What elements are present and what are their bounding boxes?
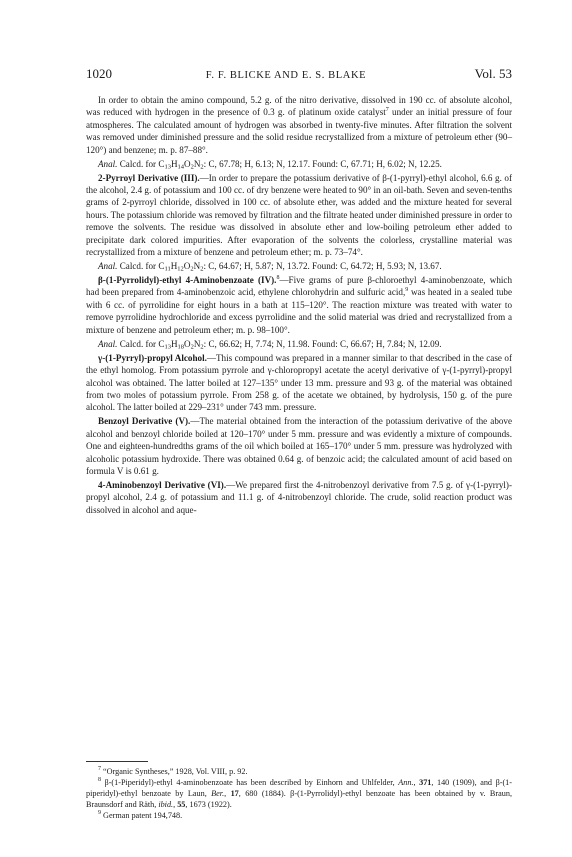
section-title: Benzoyl Derivative (V). [98,416,191,427]
analysis-2: Anal. Calcd. for $C_{11}H_{12}O_2N_2$: C, 64.67; H, 5.87; N, 13.72. Found: C, 64.72; H, 5.93; N, 13.67. [98,261,442,273]
page-number: 1020 [86,66,112,81]
footnote-ref[interactable]: 9 [405,287,409,294]
footnote-8: $^8$ β-(1-Piperidyl)-ethyl 4-aminobenzoate has been described by Einhorn and Uhlfelder, Ann., 371, 140 (1909), and β-(1-piperidyl)-ethyl benzoate by Laun, Ber., 17, 680 (1884). β-(1-Pyrrolidyl)-ethyl benzoate has been obtained by v. Braun, Braunsdorf and Räth, ibid., 55, 1673 (1922). [86,777,513,810]
footnotes [86,766,512,821]
analysis-3: Anal. Calcd. for $C_{13}H_{18}O_2N_2$: C, 66.62; H, 7.74; N, 11.98. Found: C, 66.67; H, 7.84; N, 12.09. [98,338,442,351]
section-title: 2-Pyrroyl Derivative (III). [98,172,200,183]
article-body [86,94,512,518]
section-aminobenzoyl-derivative: 4-Aminobenzoyl Derivative (VI).—We prepared first the 4-nitrobenzoyl derivative from 7.5 g. of γ-(1-pyrryl)-propyl alcohol, 2.4 g. of potassium and 11.1 g. of 4-nitrobenzoyl chloride. The crude, solid reaction product was dissolved in alcohol and aque- [86,479,512,515]
section-title: β-(1-Pyrrolidyl)-ethyl 4-Aminobenzoate (IV). [98,275,277,286]
footnote-ref[interactable]: 8 [276,275,280,282]
footnote-9: $^9$ German patent 194,748. [98,810,183,821]
section-title: γ-(1-Pyrryl)-propyl Alcohol. [98,352,207,363]
section-benzoyl-derivative: Benzoyl Derivative (V).—The material obtained from the interaction of the potassium derivative of the above alcohol and benzoyl chloride boiled at 120–170° under 5 mm. pressure and was evidently a mixture of compounds. One and eighteen-hundredths grams of the oil which boiled at 165–170° under 5 mm. pressure was hydrolyzed with alcoholic potassium hydroxide. There was obtained 0.64 g. of benzoic acid; the calculated amount of acid based on formula V is 0.61 g. [86,416,512,476]
analysis-1: Anal. Calcd. for $C_{13}H_{14}O_2N_2$: C, 67.78; H, 6.13; N, 12.17. Found: C, 67.71; H, 6.02; N, 12.25. [98,158,442,171]
paragraph-reduction: In order to obtain the amino compound, 5.2 g. of the nitro derivative, dissolved in 190 cc. of absolute alcohol, was reduced with hydrogen in the presence of 0.3 g. of platinum oxide catalyst$^7$ under an initial pressure of four atmospheres. The calculated amount of hydrogen was absorbed in twenty-five minutes. After filtration the solvent was removed under diminished pressure and the solid residue recrystallized from a mixture of petroleum ether (90–120°) and benzene; m. p. 87–88°. [86,95,513,155]
footnote-ref[interactable]: 7 [385,107,389,114]
volume-label: Vol. 53 [474,66,512,81]
footnote-divider [86,761,148,762]
section-pyrroyl-derivative: 2-Pyrroyl Derivative (III).—In order to prepare the potassium derivative of β-(1-pyrryl)-ethyl alcohol, 6.6 g. of the alcohol, 2.4 g. of potassium and 100 cc. of dry benzene were heated to 90° in an oil-bath. Seven and seven-tenths grams of 2-pyrroyl chloride, dissolved in 100 cc. of absolute ether, was added and the mixture heated for several hours. The potassium chloride was removed by filtration and the filtrate heated under diminished pressure in order to remove the solvents. The residue was dissolved in absolute ether and low-boiling petroleum ether added to precipitate dark colored impurities. After evaporation of the solvents the colorless, crystalline material was recrystallized from a mixture of benzene and petroleum ether; m. p. 73–74°. [86,172,512,258]
section-pyrrolidyl-aminobenzoate: β-(1-Pyrrolidyl)-ethyl 4-Aminobenzoate (IV).$^8$—Five grams of pure β-chloroethyl 4-aminobenzoate, which had been prepared from 4-aminobenzoic acid, ethylene chlorohydrin and sulfuric acid,$^9$ was heated in a sealed tube with 6 cc. of pyrrolidine for eight hours in a bath at 115–120°. The reaction mixture was treated with water to remove pyrrolidine hydrochloride and excess pyrrolidine and the solid material was dried and recrystallized from a mixture of benzene and petroleum ether; m. p. 98–100°. [86,275,512,335]
section-pyrryl-propyl-alcohol: γ-(1-Pyrryl)-propyl Alcohol.—This compound was prepared in a manner similar to that described in the case of the ethyl homolog. From potassium pyrrole and γ-chloropropyl acetate the acetyl derivative of γ-(1-pyrryl)-propyl alcohol was obtained. The latter boiled at 127–135° under 13 mm. pressure and 93 g. of the material was obtained from two moles of potassium pyrrole. From 258 g. of the acetate we obtained, by hydrolysis, 150 g. of the pure alcohol. The latter boiled at 229–231° under 743 mm. pressure. [86,352,512,413]
running-head-authors: F. F. BLICKE AND E. S. BLAKE [205,70,367,81]
footnote-7: $^7$ “Organic Syntheses,” 1928, Vol. VIII, p. 92. [98,766,248,776]
section-title: 4-Aminobenzoyl Derivative (VI). [98,479,227,490]
